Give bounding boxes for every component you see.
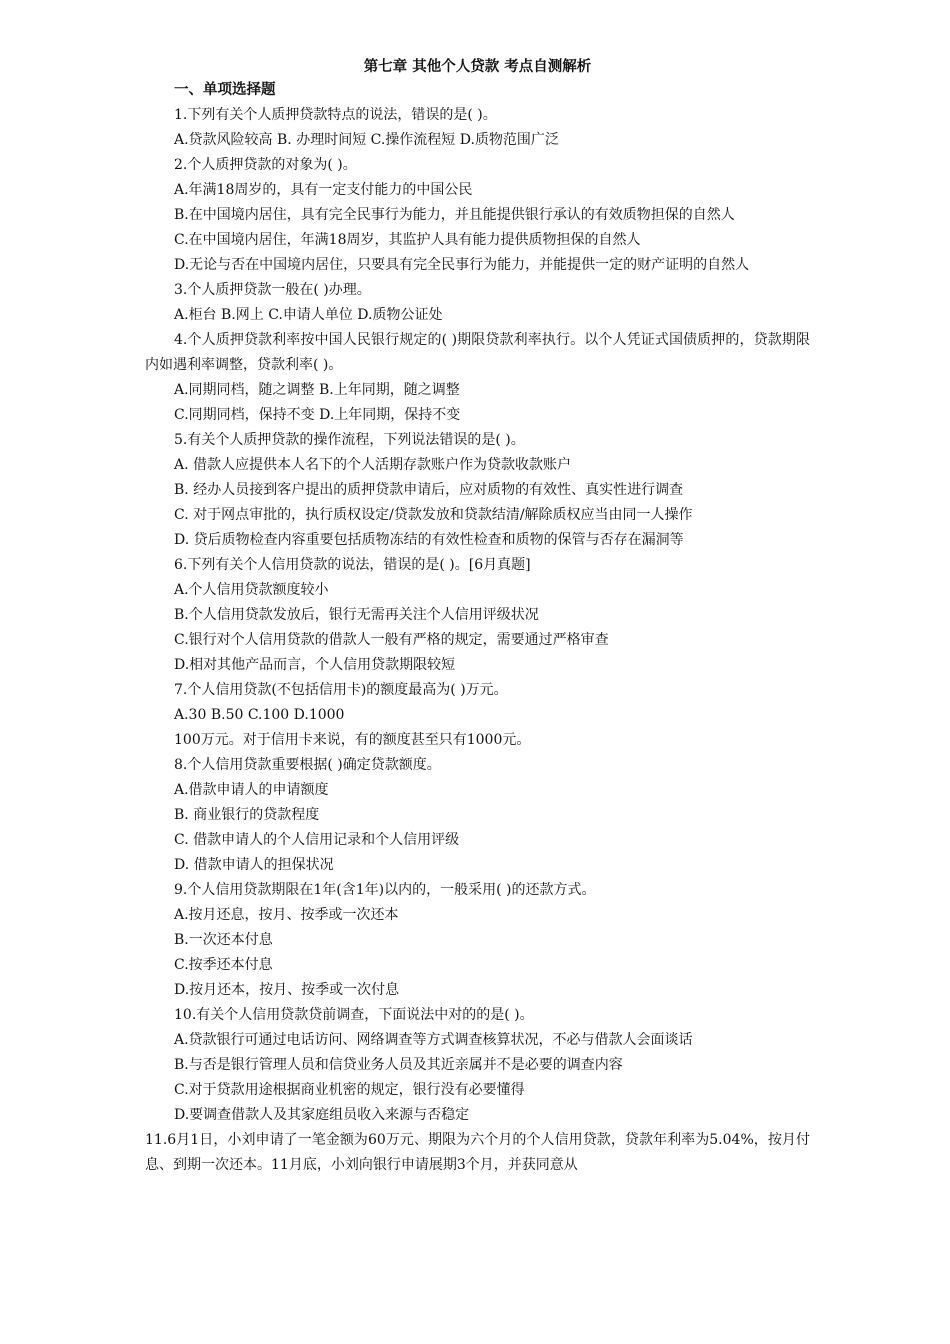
question-10-option-d: D.要调查借款人及其家庭组员收入来源与否稳定 bbox=[174, 1107, 470, 1123]
question-6-option-c: C.银行对个人信用贷款的借款人一般有严格的规定，需要通过严格审查 bbox=[174, 632, 609, 648]
question-9-option-a: A.按月还息，按月、按季或一次还本 bbox=[174, 907, 399, 923]
question-6-option-b: B.个人信用贷款发放后，银行无需再关注个人信用评级状况 bbox=[174, 607, 539, 623]
question-9-option-b: B.一次还本付息 bbox=[174, 932, 273, 948]
document-page bbox=[145, 56, 810, 1178]
question-5-option-b: B. 经办人员接到客户提出的质押贷款申请后，应对质物的有效性、真实性进行调查 bbox=[174, 482, 684, 498]
question-6-option-d: D.相对其他产品而言，个人信用贷款期限较短 bbox=[174, 657, 456, 673]
question-7-options: A.30 B.50 C.100 D.1000 bbox=[174, 707, 345, 723]
question-10-option-b: B.与否是银行管理人员和信贷业务人员及其近亲属并不是必要的调查内容 bbox=[174, 1057, 623, 1073]
question-5-option-a: A. 借款人应提供本人名下的个人活期存款账户作为贷款收款账户 bbox=[174, 457, 572, 473]
question-7: 7.个人信用贷款(不包括信用卡)的额度最高为( )万元。 bbox=[174, 682, 508, 698]
question-8: 8.个人信用贷款重要根据( )确定贷款额度。 bbox=[174, 757, 441, 773]
question-10: 10.有关个人信用贷款贷前调查，下面说法中对的的是( )。 bbox=[174, 1007, 534, 1023]
question-8-option-c: C. 借款申请人的个人信用记录和个人信用评级 bbox=[174, 832, 460, 848]
question-2-option-a: A.年满18周岁的，具有一定支付能力的中国公民 bbox=[174, 182, 473, 198]
question-7-note: 100万元。对于信用卡来说，有的额度甚至只有1000元。 bbox=[174, 732, 531, 748]
question-5-option-d: D. 贷后质物检查内容重要包括质物冻结的有效性检查和质物的保管与否存在漏洞等 bbox=[174, 532, 684, 548]
question-9-option-d: D.按月还本，按月、按季或一次付息 bbox=[174, 982, 400, 998]
question-4: 4.个人质押贷款利率按中国人民银行规定的( )期限贷款利率执行。以个人凭证式国债质押的，贷款期限内如遇利率调整，贷款利率( )。 bbox=[145, 332, 810, 373]
question-4-options-cd: C.同期同档，保持不变 D.上年同期，保持不变 bbox=[174, 407, 461, 423]
question-5-option-c: C. 对于网点审批的，执行质权设定/贷款发放和贷款结清/解除质权应当由同一人操作 bbox=[174, 507, 693, 523]
question-2-option-b: B.在中国境内居住，具有完全民事行为能力，并且能提供银行承认的有效质物担保的自然人 bbox=[174, 207, 735, 223]
section-heading: 一、单项选择题 bbox=[174, 82, 276, 98]
page-title: 第七章 其他个人贷款 考点自测解析 bbox=[363, 59, 592, 75]
question-10-option-c: C.对于贷款用途根据商业机密的规定，银行没有必要懂得 bbox=[174, 1082, 525, 1098]
question-6: 6.下列有关个人信用贷款的说法，错误的是( )。[6月真题] bbox=[174, 557, 531, 573]
question-4-options-ab: A.同期同档，随之调整 B.上年同期，随之调整 bbox=[174, 382, 460, 398]
question-6-option-a: A.个人信用贷款额度较小 bbox=[174, 582, 329, 598]
question-8-option-a: A.借款申请人的申请额度 bbox=[174, 782, 329, 798]
question-11: 11.6月1日，小刘申请了一笔金额为60万元、期限为六个月的个人信用贷款，贷款年利率为5.04%，按月付息、到期一次还本。11月底，小刘向银行申请展期3个月，并获同意从 bbox=[145, 1132, 810, 1173]
question-2-option-d: D.无论与否在中国境内居住，只要具有完全民事行为能力，并能提供一定的财产证明的自然人 bbox=[174, 257, 750, 273]
question-3: 3.个人质押贷款一般在( )办理。 bbox=[174, 282, 371, 298]
question-1-options: A.贷款风险较高 B. 办理时间短 C.操作流程短 D.质物范围广泛 bbox=[174, 132, 559, 148]
question-9-option-c: C.按季还本付息 bbox=[174, 957, 273, 973]
question-8-option-d: D. 借款申请人的担保状况 bbox=[174, 857, 334, 873]
question-8-option-b: B. 商业银行的贷款程度 bbox=[174, 807, 320, 823]
question-3-options: A.柜台 B.网上 C.申请人单位 D.质物公证处 bbox=[174, 307, 443, 323]
question-9: 9.个人信用贷款期限在1年(含1年)以内的，一般采用( )的还款方式。 bbox=[174, 882, 596, 898]
question-2: 2.个人质押贷款的对象为( )。 bbox=[174, 157, 357, 173]
question-10-option-a: A.贷款银行可通过电话访问、网络调查等方式调查核算状况，不必与借款人会面谈话 bbox=[174, 1032, 693, 1048]
question-1: 1.下列有关个人质押贷款特点的说法，错误的是( )。 bbox=[174, 107, 497, 123]
question-2-option-c: C.在中国境内居住，年满18周岁，其监护人具有能力提供质物担保的自然人 bbox=[174, 232, 641, 248]
question-5: 5.有关个人质押贷款的操作流程，下列说法错误的是( )。 bbox=[174, 432, 525, 448]
